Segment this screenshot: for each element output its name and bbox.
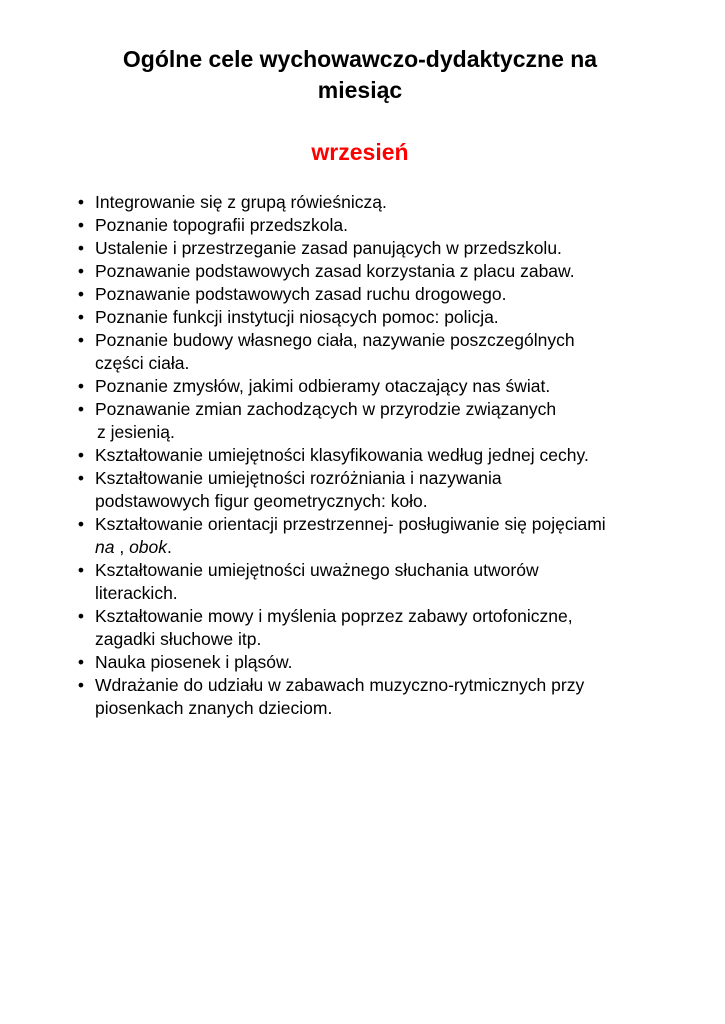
term-period: .: [167, 537, 172, 557]
list-item-text: Poznanie funkcji instytucji niosących pomoc: policja.: [95, 307, 499, 327]
bullet-icon: •: [77, 307, 85, 327]
list-item-text: Kształtowanie umiejętności uważnego słuchania utworów: [95, 560, 539, 580]
list-item: [73, 191, 673, 214]
list-item: [73, 444, 673, 467]
list-item-text: Poznanie zmysłów, jakimi odbieramy otaczający nas świat.: [95, 376, 551, 396]
title-line-1: Ogólne cele wychowawczo-dydaktyczne na: [122, 46, 598, 72]
bullet-icon: •: [77, 238, 85, 258]
page-title: [60, 44, 660, 106]
list-item-text: Wdrażanie do udziału w zabawach muzyczno-rytmicznych przy: [95, 675, 585, 695]
bullet-icon: •: [77, 330, 85, 350]
bullet-icon: •: [77, 261, 85, 281]
list-item: [73, 375, 673, 398]
title-line-2: miesiąc: [317, 77, 403, 103]
term-separator: ,: [114, 537, 130, 557]
bullet-icon: •: [77, 560, 85, 580]
list-item-text-continued: zagadki słuchowe itp.: [95, 629, 262, 649]
bullet-icon: •: [77, 399, 85, 419]
list-item-text-continued: z jesienią.: [97, 422, 175, 442]
list-item-text: Poznawanie zmian zachodzących w przyrodzie związanych: [95, 399, 557, 419]
list-item-text: Poznanie topografii przedszkola.: [95, 215, 348, 235]
list-item: [73, 674, 673, 720]
bullet-icon: •: [77, 675, 85, 695]
list-item-text: Kształtowanie mowy i myślenia poprzez zabawy ortofoniczne,: [95, 606, 573, 626]
list-item: [73, 398, 673, 444]
list-item: [73, 513, 673, 559]
list-item-text-continued: literackich.: [95, 583, 178, 603]
list-item: [73, 605, 673, 651]
list-item: [73, 283, 673, 306]
list-item-text: Poznanie budowy własnego ciała, nazywanie poszczególnych: [95, 330, 575, 350]
list-item-text: Kształtowanie umiejętności rozróżniania i nazywania: [95, 468, 502, 488]
bullet-icon: •: [77, 192, 85, 212]
bullet-icon: •: [77, 376, 85, 396]
bullet-icon: •: [77, 606, 85, 626]
bullet-icon: •: [77, 468, 85, 488]
list-item-text-continued: podstawowych figur geometrycznych: koło.: [95, 491, 428, 511]
bullet-icon: •: [77, 445, 85, 465]
list-item: [73, 329, 673, 375]
list-item-text: Poznawanie podstawowych zasad korzystania z placu zabaw.: [95, 261, 575, 281]
list-item: [73, 467, 673, 513]
bullet-icon: •: [77, 215, 85, 235]
bullet-icon: •: [77, 284, 85, 304]
goals-list: [73, 191, 673, 720]
list-item: [73, 237, 673, 260]
list-item-text-continued: piosenkach znanych dzieciom.: [95, 698, 333, 718]
list-item-text-continued: [95, 536, 673, 559]
list-item-text: Kształtowanie orientacji przestrzennej- posługiwanie się pojęciami: [95, 514, 606, 534]
list-item: [73, 559, 673, 605]
list-item: [73, 306, 673, 329]
list-item: [73, 260, 673, 283]
term-na: na: [95, 537, 115, 557]
list-item-text: Poznawanie podstawowych zasad ruchu drogowego.: [95, 284, 507, 304]
month-heading: wrzesień: [311, 139, 409, 165]
list-item-text: Kształtowanie umiejętności klasyfikowania według jednej cechy.: [95, 445, 589, 465]
list-item: [73, 214, 673, 237]
bullet-icon: •: [77, 652, 85, 672]
term-obok: obok: [129, 537, 168, 557]
list-item-text: Nauka piosenek i pląsów.: [95, 652, 293, 672]
list-item: [73, 651, 673, 674]
bullet-icon: •: [77, 514, 85, 534]
list-item-text-continued: części ciała.: [95, 353, 190, 373]
list-item-text: Ustalenie i przestrzeganie zasad panujących w przedszkolu.: [95, 238, 562, 258]
list-item-text: Integrowanie się z grupą rówieśniczą.: [95, 192, 387, 212]
